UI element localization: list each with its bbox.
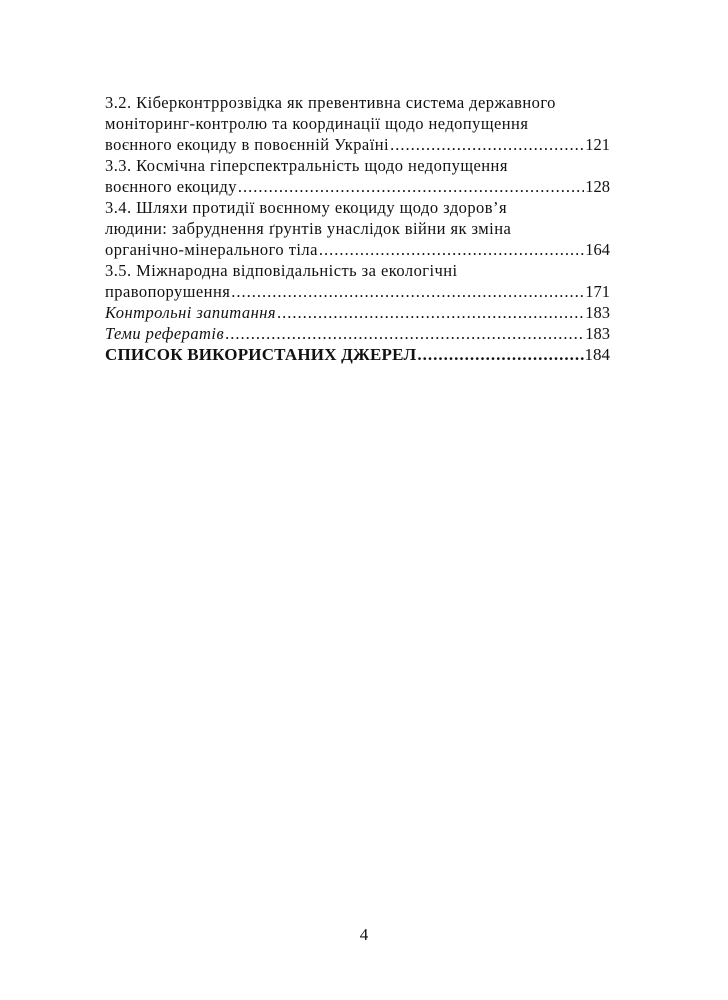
toc-entry-3-4[interactable] [105, 197, 610, 260]
toc-entry-line: 3.3. Космічна гіперспектральність щодо недопущення [105, 156, 508, 175]
toc-entry-control-questions[interactable] [105, 302, 610, 323]
toc-entry-line: людини: забруднення ґрунтів унаслідок війни як зміна [105, 219, 512, 238]
dot-leader [417, 344, 583, 365]
toc-entry-title: Теми рефератів [105, 324, 225, 343]
toc-entry-3-3[interactable] [105, 155, 610, 197]
toc-entry-references[interactable] [105, 344, 610, 365]
toc-entry-title-end: воєнного екоциду [105, 177, 237, 196]
toc-entry-title-end: правопорушення [105, 282, 231, 301]
table-of-contents [105, 92, 610, 365]
toc-page-number: 183 [585, 303, 610, 322]
page-number: 4 [359, 925, 369, 944]
dot-leader [319, 239, 584, 260]
toc-entry-title: СПИСОК ВИКОРИСТАНИХ ДЖЕРЕЛ [105, 345, 417, 364]
dot-leader [231, 281, 584, 302]
toc-page-number: 171 [585, 282, 610, 301]
dot-leader [238, 176, 584, 197]
toc-entry-essay-topics[interactable] [105, 323, 610, 344]
dot-leader [277, 302, 584, 323]
toc-page-number: 121 [585, 135, 610, 154]
toc-page-number: 128 [585, 177, 610, 196]
toc-entry-3-5[interactable] [105, 260, 610, 302]
toc-page-number: 164 [585, 240, 610, 259]
toc-entry-title: Контрольні запитання [105, 303, 276, 322]
toc-entry-title-end: органічно-мінерального тіла [105, 240, 318, 259]
dot-leader [390, 134, 584, 155]
toc-entry-line: 3.2. Кіберконтррозвідка як превентивна система державного [105, 93, 556, 112]
toc-entry-3-2[interactable] [105, 92, 610, 155]
toc-entry-line: 3.4. Шляхи протидії воєнному екоциду щодо здоров’я [105, 198, 507, 217]
toc-entry-title-end: воєнного екоциду в повоєнній Україні [105, 135, 390, 154]
toc-page-number: 183 [585, 324, 610, 343]
toc-entry-line: 3.5. Міжнародна відповідальність за екологічні [105, 261, 458, 280]
toc-entry-line: моніторинг-контролю та координації щодо недопущення [105, 114, 529, 133]
dot-leader [225, 323, 584, 344]
toc-page-number: 184 [584, 345, 610, 364]
